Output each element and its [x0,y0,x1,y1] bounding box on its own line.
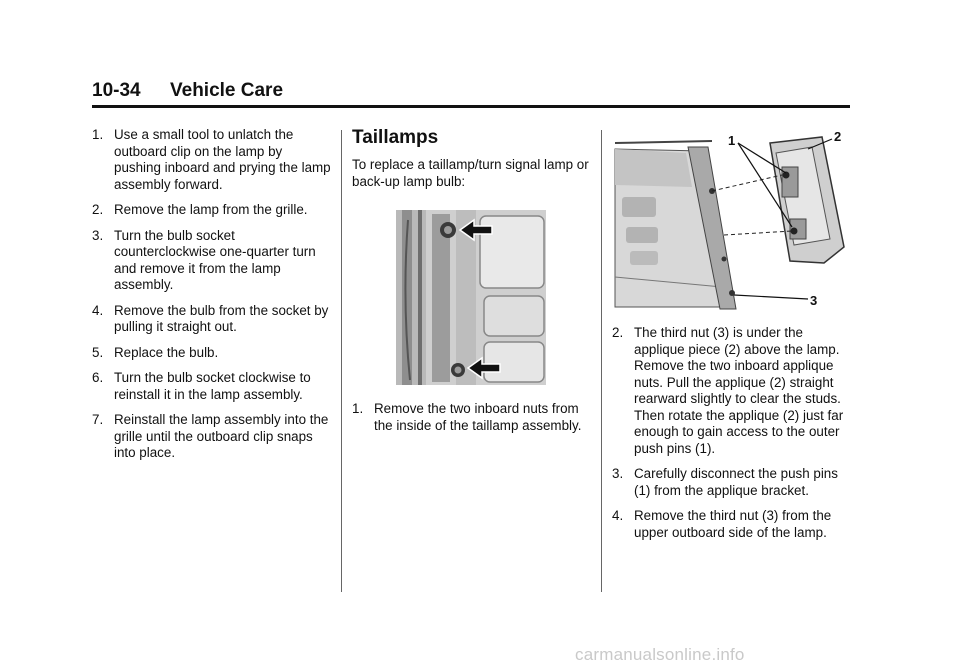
step-text: Remove the bulb from the socket by pulling it straight out. [114,302,329,334]
column-divider [341,130,342,592]
watermark: carmanualsonline.info [575,645,745,664]
step-number: 2. [92,202,104,217]
step-number: 4. [612,508,624,523]
step-number: 3. [92,227,104,243]
callout-label: 2 [834,129,842,144]
list-item [92,202,332,219]
column-middle [352,127,590,443]
step-text: Reinstall the lamp assembly into the grille until the outboard clip snaps into place. [114,412,329,460]
list-item [612,508,850,541]
step-text: Remove the lamp from the grille. [114,202,308,217]
step-text: Turn the bulb socket counterclockwise one-quarter turn and remove it from the lamp assembly. [114,227,316,292]
step-number: 7. [92,412,104,427]
step-number: 5. [92,344,104,360]
intro-paragraph: To replace a taillamp/turn signal lamp or back-up lamp bulb: [352,157,589,189]
step-number: 2. [612,325,624,340]
column-left [92,127,332,471]
step-list [352,401,590,434]
step-list [612,325,850,541]
list-item [92,412,332,462]
list-item [92,228,332,294]
step-text: Remove the two inboard nuts from the inside of the taillamp assembly. [374,401,582,433]
step-number: 1. [352,401,364,416]
list-item [92,127,332,193]
applique-removal-illustration [612,127,852,313]
section-heading: Taillamps [352,127,439,148]
step-number: 6. [92,370,104,385]
step-text: Turn the bulb socket clockwise to reinstall it in the lamp assembly. [114,370,311,402]
step-text: Carefully disconnect the push pins (1) from the applique bracket. [634,466,838,498]
step-number: 3. [612,466,624,481]
step-text: The third nut (3) is under the applique piece (2) above the lamp. Remove the two inboard applique nuts. Pull the applique (2) straight rearward slightly to clear the studs. Then rotate the applique (2) just far enough to gain access to the outer push pins (1). [634,325,844,456]
step-number: 1. [92,127,104,142]
list-item [92,303,332,336]
list-item [92,345,332,362]
taillamp-nuts-illustration [396,210,546,385]
list-item [92,370,332,403]
page-title: Vehicle Care [170,80,284,101]
step-number: 4. [92,302,104,318]
step-text: Remove the third nut (3) from the upper outboard side of the lamp. [634,508,832,540]
list-item [612,325,850,457]
callout-label: 1 [728,133,736,148]
step-text: Replace the bulb. [114,344,219,360]
step-text: Use a small tool to unlatch the outboard clip on the lamp by pushing inboard and prying the lamp assembly forward. [114,127,331,192]
column-divider [601,130,602,592]
callout-label: 3 [810,293,818,308]
list-item [612,466,850,499]
step-list [92,127,332,462]
page-number: 10-34 [92,80,141,101]
list-item [352,401,590,434]
column-right [612,127,850,550]
page-header [92,80,850,108]
